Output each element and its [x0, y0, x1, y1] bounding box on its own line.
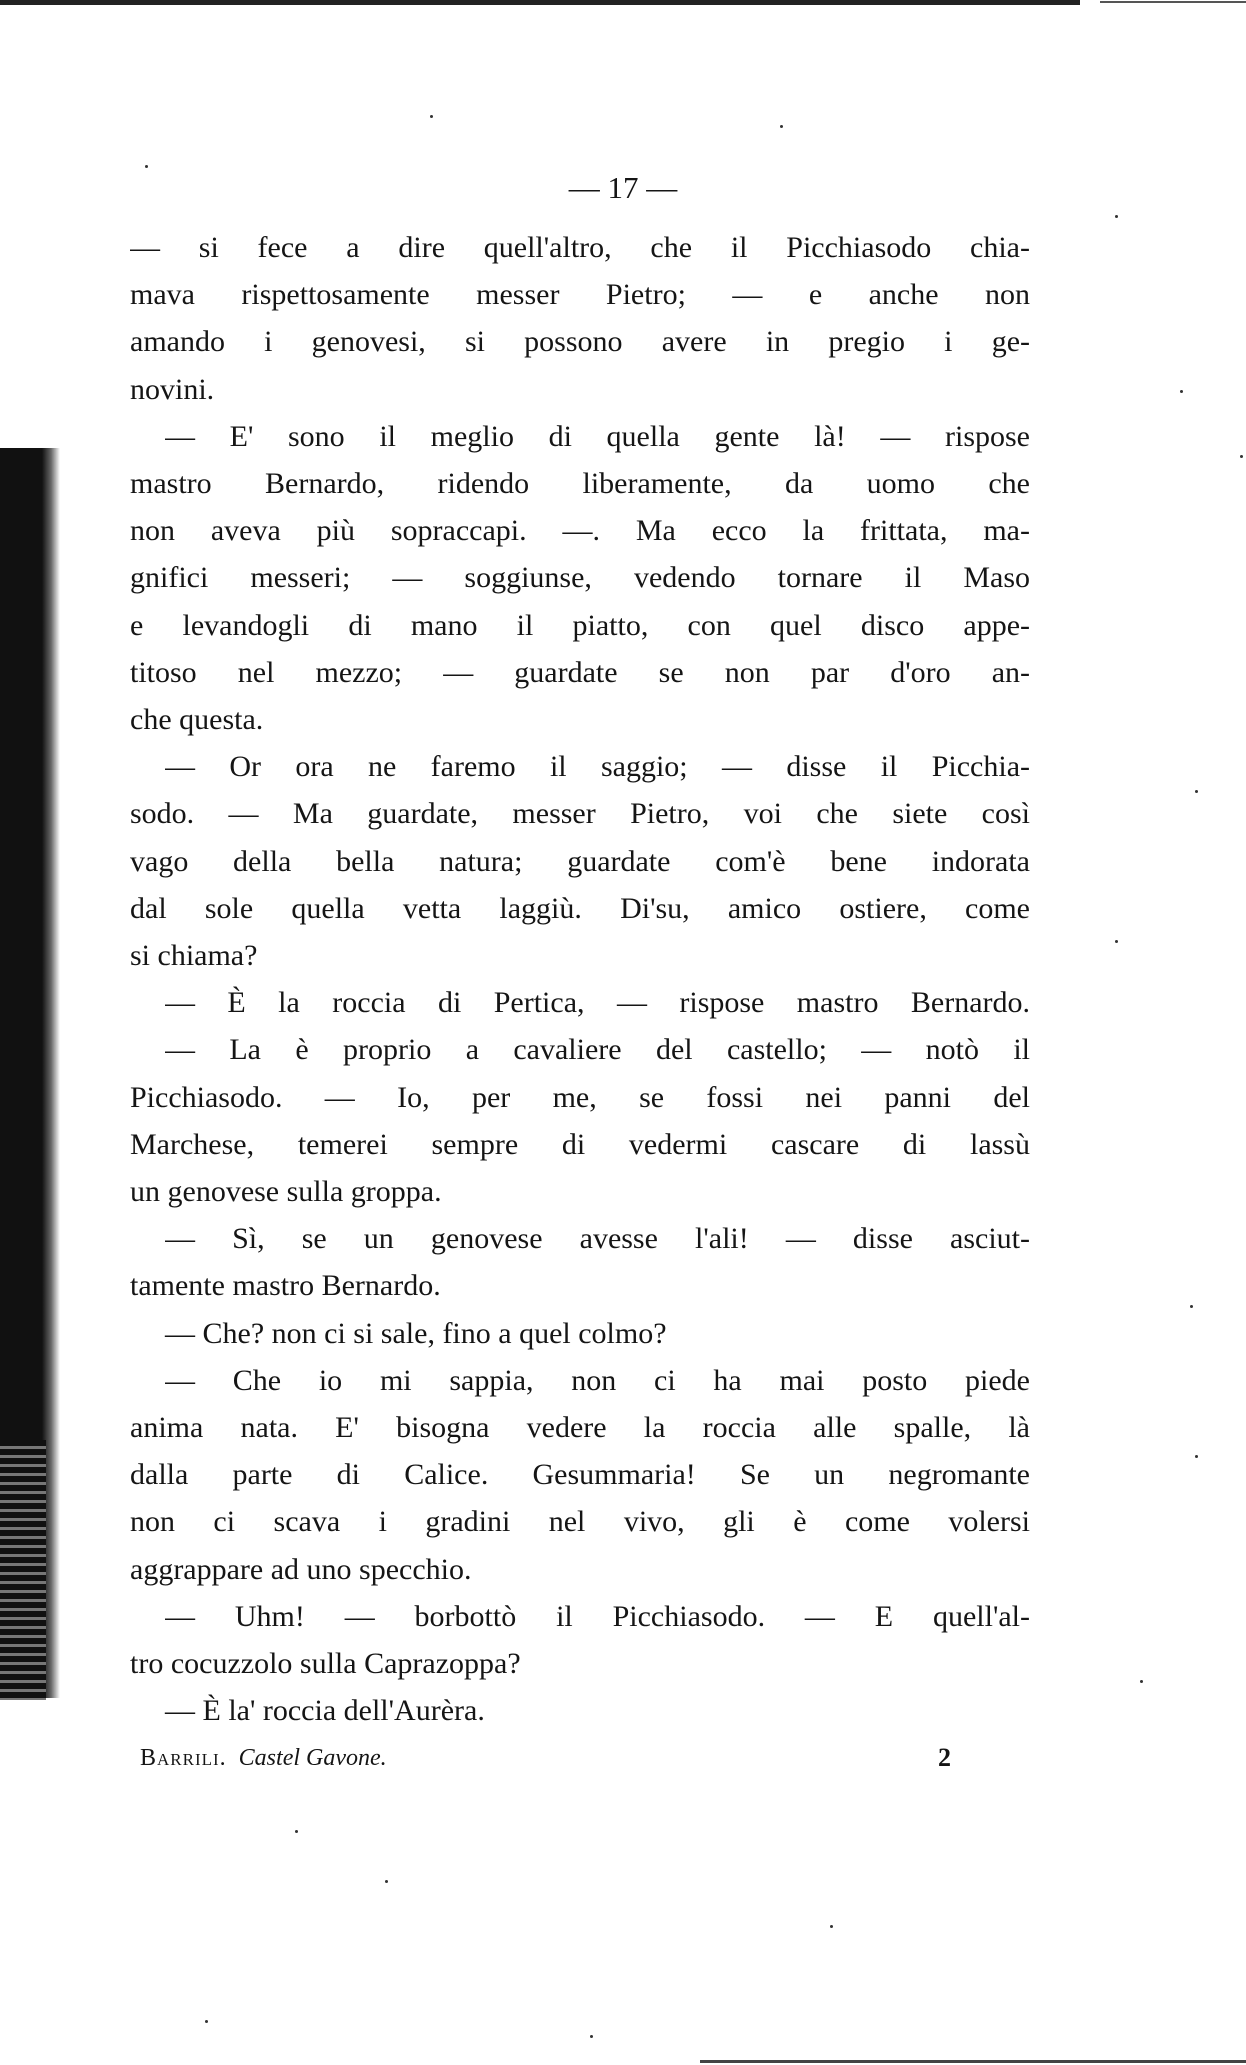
- text-line: dalla parte di Calice. Gesummaria! Se un negromante: [130, 1458, 1030, 1492]
- speck: [1240, 455, 1243, 458]
- text-line: titoso nel mezzo; — guardate se non par d'oro an-: [130, 655, 1030, 689]
- text-line: gnifici messeri; — soggiunse, vedendo tornare il Maso: [130, 561, 1030, 595]
- text-line: aggrappare ad uno specchio.: [130, 1552, 472, 1586]
- scan-top-edge: [0, 0, 1080, 5]
- speck: [145, 165, 148, 168]
- speck: [1190, 1305, 1193, 1308]
- text-line: anima nata. E' bisogna vedere la roccia alle spalle, là: [130, 1411, 1030, 1444]
- speck: [385, 1880, 388, 1883]
- speck: [205, 2020, 208, 2023]
- text-line: — Uhm! — borbottò il Picchiasodo. — E quell'al-: [165, 1599, 1030, 1633]
- text-line: mava rispettosamente messer Pietro; — e anche non: [130, 278, 1030, 312]
- scan-top-edge: [1100, 1, 1246, 3]
- text-line: — E' sono il meglio di quella gente là! — rispose: [165, 419, 1030, 453]
- text-line: — Sì, se un genovese avesse l'ali! — disse asciut-: [165, 1222, 1030, 1256]
- text-line: Picchiasodo. — Io, per me, se fossi nei panni del: [130, 1080, 1030, 1114]
- text-line: — La è proprio a cavaliere del castello; — notò il: [165, 1033, 1030, 1067]
- speck: [830, 1925, 833, 1928]
- text-line: — È la' roccia dell'Aurèra.: [165, 1694, 485, 1728]
- scan-bottom-edge: [700, 2060, 1246, 2063]
- text-line: che questa.: [130, 703, 264, 736]
- text-line: vago della bella natura; guardate com'è bene indorata: [130, 844, 1030, 878]
- speck: [430, 115, 433, 118]
- footer-author: Barrili.: [140, 1745, 227, 1771]
- speck: [1140, 1680, 1143, 1683]
- text-line: si chiama?: [130, 939, 258, 972]
- speck: [1195, 1455, 1198, 1458]
- text-line: tamente mastro Bernardo.: [130, 1269, 441, 1303]
- speck: [590, 2035, 593, 2038]
- text-line: — Or ora ne faremo il saggio; — disse il Picchia-: [165, 750, 1030, 784]
- text-line: amando i genovesi, si possono avere in pregio i ge-: [130, 325, 1030, 359]
- text-line: tro cocuzzolo sulla Caprazoppa?: [130, 1647, 521, 1680]
- text-line: — Che? non ci si sale, fino a quel colmo?: [165, 1316, 667, 1350]
- text-line: non aveva più sopraccapi. —. Ma ecco la frittata, ma-: [130, 514, 1030, 548]
- speck: [1115, 940, 1118, 943]
- text-line: Marchese, temerei sempre di vedermi cascare di lassù: [130, 1127, 1030, 1161]
- text-line: — È la roccia di Pertica, — rispose mastro Bernardo.: [165, 986, 1030, 1020]
- text-line: dal sole quella vetta laggiù. Di'su, amico ostiere, come: [130, 891, 1030, 925]
- speck: [780, 125, 783, 128]
- speck: [1115, 215, 1118, 218]
- footer-signature-line: [140, 1745, 387, 1772]
- text-line: sodo. — Ma guardate, messer Pietro, voi che siete così: [130, 797, 1030, 831]
- text-line: un genovese sulla groppa.: [130, 1175, 442, 1208]
- text-line: mastro Bernardo, ridendo liberamente, da uomo che: [130, 467, 1030, 500]
- speck: [1195, 790, 1198, 793]
- speck: [1180, 390, 1183, 393]
- page-number: — 17 —: [568, 170, 678, 205]
- signature-mark: 2: [938, 1743, 951, 1772]
- text-line: novini.: [130, 372, 215, 406]
- text-line: non ci scava i gradini nel vivo, gli è come volersi: [130, 1505, 1030, 1539]
- text-line: — Che io mi sappia, non ci ha mai posto piede: [165, 1363, 1030, 1397]
- speck: [295, 1830, 298, 1833]
- text-line: e levandogli di mano il piatto, con quel disco appe-: [130, 608, 1030, 642]
- text-line: — si fece a dire quell'altro, che il Picchiasodo chia-: [130, 231, 1030, 264]
- scan-binding-shadow: [0, 1440, 46, 1700]
- footer-title: Castel Gavone.: [238, 1745, 387, 1771]
